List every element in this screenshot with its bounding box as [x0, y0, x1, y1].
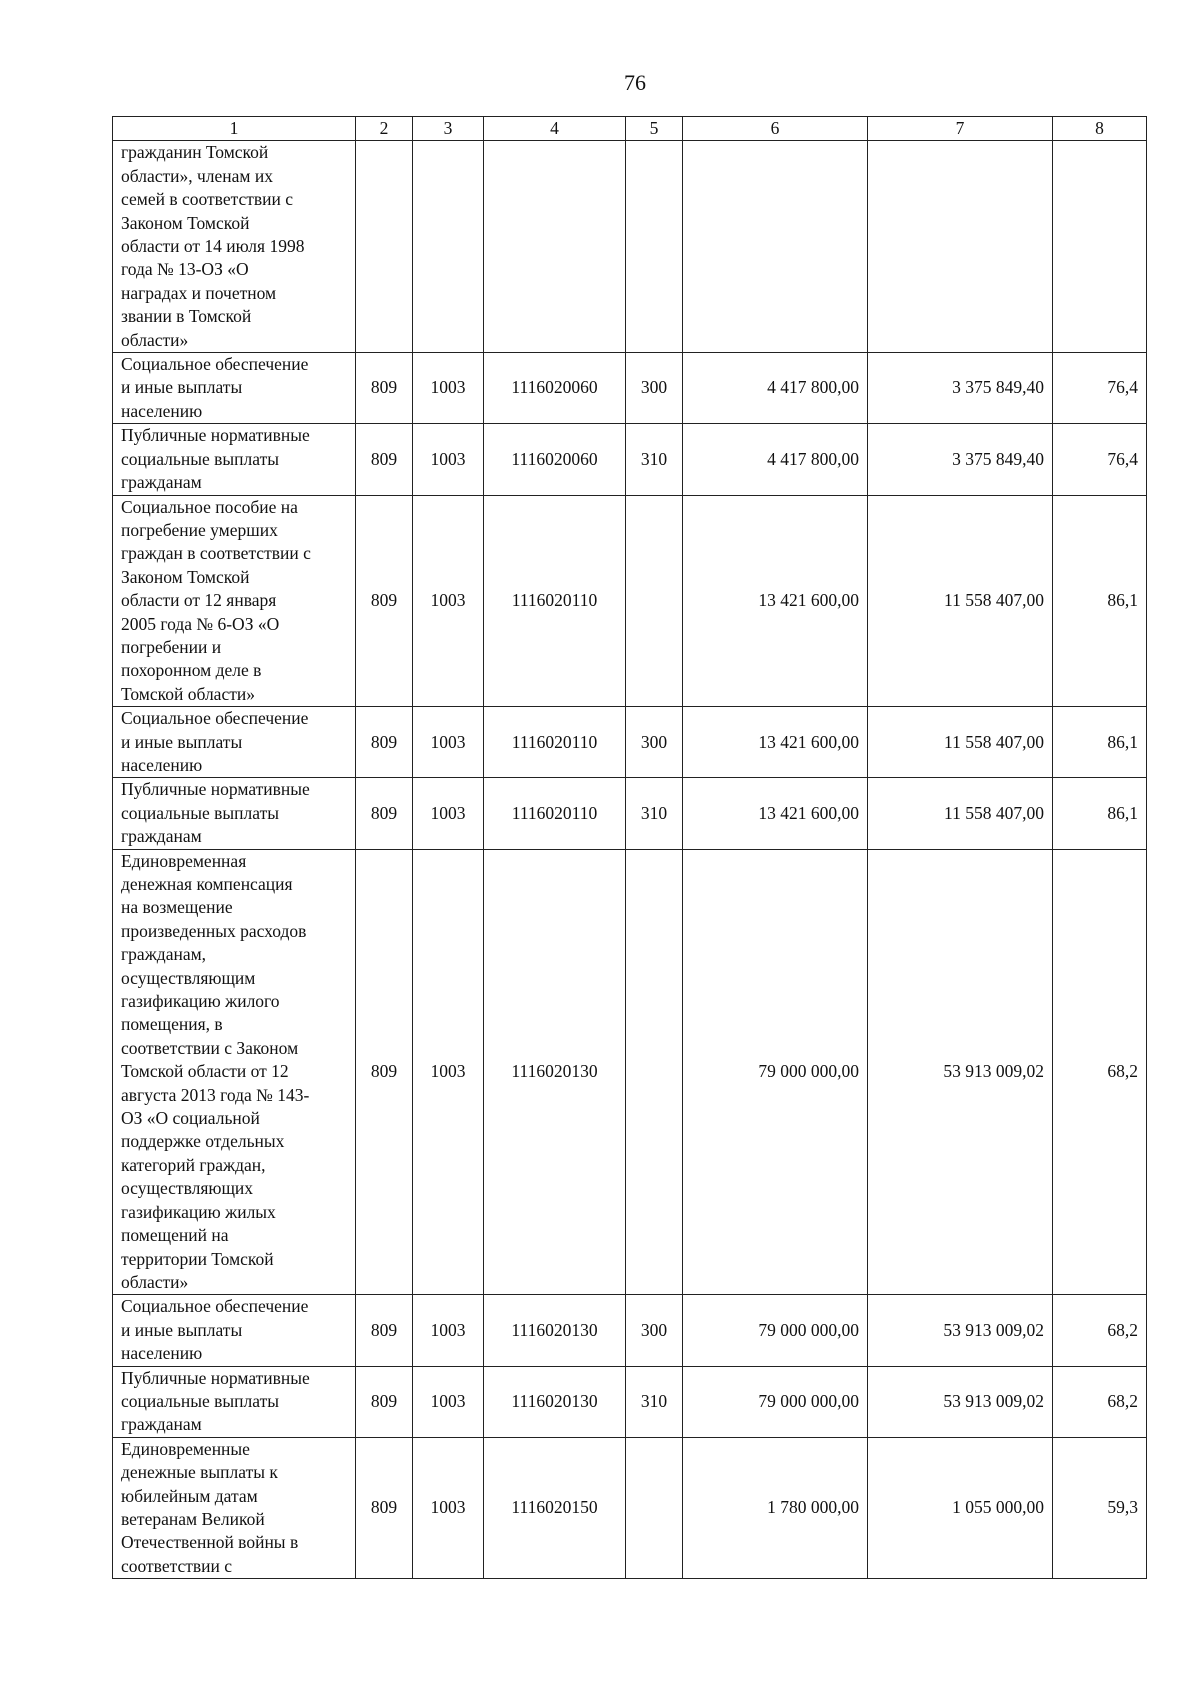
expense-type-cell: 300: [626, 353, 683, 424]
row-name-cell: гражданин Томской области», членам их семей в соответствии с Законом Томской области от 14 июля 1998 года № 13-ОЗ «О наградах и почетном звании в Томской области»: [113, 141, 356, 353]
column-header: 1: [113, 117, 356, 141]
table-row: [113, 353, 1147, 424]
section-code-cell: 1003: [413, 495, 484, 707]
expense-type-cell: 310: [626, 1366, 683, 1437]
row-name-cell: Единовременная денежная компенсация на возмещение произведенных расходов гражданам, осуществляющим газификацию жилого помещения, в соответствии с Законом Томской области от 12 августа 2013 года № 143- ОЗ «О социальной поддержке отдельных категорий граждан, осуществляющих газификацию жилых помещений на территории Томской области»: [113, 849, 356, 1295]
execution-percent-cell: 59,3: [1053, 1437, 1147, 1578]
row-name-cell: Социальное обеспечение и иные выплаты населению: [113, 707, 356, 778]
execution-percent-cell: 68,2: [1053, 1295, 1147, 1366]
table-row: [113, 495, 1147, 707]
expense-type-cell: [626, 1437, 683, 1578]
execution-percent-cell: 68,2: [1053, 1366, 1147, 1437]
expense-type-cell: [626, 849, 683, 1295]
target-article-cell: 1116020130: [484, 1366, 626, 1437]
grbs-code-cell: 809: [356, 849, 413, 1295]
section-code-cell: 1003: [413, 424, 484, 495]
execution-percent-cell: 68,2: [1053, 849, 1147, 1295]
page-number: 76: [624, 70, 646, 95]
actual-amount-cell: 11 558 407,00: [868, 495, 1053, 707]
table-body: [113, 141, 1147, 1579]
target-article-cell: [484, 141, 626, 353]
column-header: 7: [868, 117, 1053, 141]
grbs-code-cell: 809: [356, 778, 413, 849]
column-header: 4: [484, 117, 626, 141]
row-name-cell: Социальное обеспечение и иные выплаты населению: [113, 353, 356, 424]
actual-amount-cell: [868, 141, 1053, 353]
planned-amount-cell: 13 421 600,00: [683, 778, 868, 849]
table-row: [113, 1366, 1147, 1437]
planned-amount-cell: [683, 141, 868, 353]
execution-percent-cell: 86,1: [1053, 495, 1147, 707]
grbs-code-cell: 809: [356, 424, 413, 495]
row-name-cell: Социальное обеспечение и иные выплаты населению: [113, 1295, 356, 1366]
execution-percent-cell: [1053, 141, 1147, 353]
table-row: [113, 141, 1147, 353]
section-code-cell: 1003: [413, 1437, 484, 1578]
expense-type-cell: 300: [626, 1295, 683, 1366]
target-article-cell: 1116020110: [484, 778, 626, 849]
table-row: [113, 778, 1147, 849]
table-row: [113, 849, 1147, 1295]
actual-amount-cell: 3 375 849,40: [868, 424, 1053, 495]
actual-amount-cell: 53 913 009,02: [868, 1366, 1053, 1437]
grbs-code-cell: 809: [356, 353, 413, 424]
section-code-cell: 1003: [413, 1295, 484, 1366]
table-row: [113, 1295, 1147, 1366]
actual-amount-cell: 3 375 849,40: [868, 353, 1053, 424]
budget-execution-table: [112, 116, 1147, 1579]
section-code-cell: 1003: [413, 849, 484, 1295]
target-article-cell: 1116020110: [484, 707, 626, 778]
planned-amount-cell: 13 421 600,00: [683, 707, 868, 778]
column-header: 2: [356, 117, 413, 141]
column-number-row: [113, 117, 1147, 141]
column-header: 8: [1053, 117, 1147, 141]
target-article-cell: 1116020150: [484, 1437, 626, 1578]
column-header: 3: [413, 117, 484, 141]
grbs-code-cell: 809: [356, 707, 413, 778]
target-article-cell: 1116020130: [484, 1295, 626, 1366]
grbs-code-cell: 809: [356, 495, 413, 707]
planned-amount-cell: 79 000 000,00: [683, 1295, 868, 1366]
execution-percent-cell: 76,4: [1053, 353, 1147, 424]
planned-amount-cell: 4 417 800,00: [683, 353, 868, 424]
column-header: 6: [683, 117, 868, 141]
actual-amount-cell: 53 913 009,02: [868, 849, 1053, 1295]
grbs-code-cell: 809: [356, 1295, 413, 1366]
section-code-cell: 1003: [413, 707, 484, 778]
row-name-cell: Публичные нормативные социальные выплаты гражданам: [113, 778, 356, 849]
expense-type-cell: [626, 495, 683, 707]
grbs-code-cell: 809: [356, 1437, 413, 1578]
section-code-cell: 1003: [413, 1366, 484, 1437]
row-name-cell: Социальное пособие на погребение умерших граждан в соответствии с Законом Томской области от 12 января 2005 года № 6-ОЗ «О погребении и похоронном деле в Томской области»: [113, 495, 356, 707]
target-article-cell: 1116020060: [484, 353, 626, 424]
row-name-cell: Публичные нормативные социальные выплаты гражданам: [113, 1366, 356, 1437]
expense-type-cell: [626, 141, 683, 353]
row-name-cell: Публичные нормативные социальные выплаты гражданам: [113, 424, 356, 495]
section-code-cell: 1003: [413, 353, 484, 424]
planned-amount-cell: 79 000 000,00: [683, 1366, 868, 1437]
actual-amount-cell: 11 558 407,00: [868, 707, 1053, 778]
column-header: 5: [626, 117, 683, 141]
planned-amount-cell: 13 421 600,00: [683, 495, 868, 707]
grbs-code-cell: 809: [356, 1366, 413, 1437]
target-article-cell: 1116020130: [484, 849, 626, 1295]
execution-percent-cell: 86,1: [1053, 707, 1147, 778]
planned-amount-cell: 79 000 000,00: [683, 849, 868, 1295]
actual-amount-cell: 11 558 407,00: [868, 778, 1053, 849]
table-row: [113, 424, 1147, 495]
execution-percent-cell: 76,4: [1053, 424, 1147, 495]
execution-percent-cell: 86,1: [1053, 778, 1147, 849]
table-row: [113, 1437, 1147, 1578]
table-row: [113, 707, 1147, 778]
actual-amount-cell: 53 913 009,02: [868, 1295, 1053, 1366]
row-name-cell: Единовременные денежные выплаты к юбилейным датам ветеранам Великой Отечественной войны в соответствии с: [113, 1437, 356, 1578]
planned-amount-cell: 4 417 800,00: [683, 424, 868, 495]
target-article-cell: 1116020110: [484, 495, 626, 707]
target-article-cell: 1116020060: [484, 424, 626, 495]
expense-type-cell: 310: [626, 424, 683, 495]
expense-type-cell: 310: [626, 778, 683, 849]
actual-amount-cell: 1 055 000,00: [868, 1437, 1053, 1578]
planned-amount-cell: 1 780 000,00: [683, 1437, 868, 1578]
expense-type-cell: 300: [626, 707, 683, 778]
section-code-cell: [413, 141, 484, 353]
grbs-code-cell: [356, 141, 413, 353]
section-code-cell: 1003: [413, 778, 484, 849]
